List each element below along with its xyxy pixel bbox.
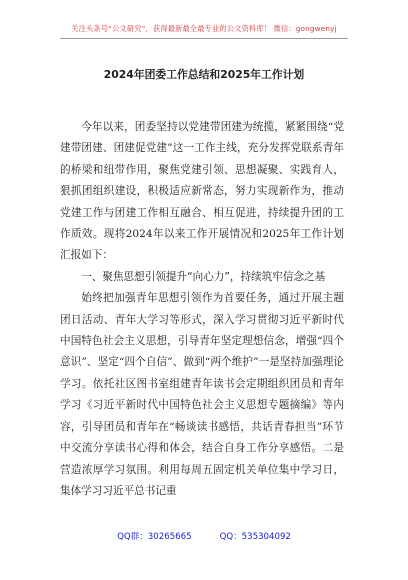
qq-number: QQ：535304092 xyxy=(219,532,291,542)
document-body xyxy=(60,117,344,502)
section-1-paragraph: 始终把加强青年思想引领作为首要任务，通过开展主题团日活动、青年大学习等形式，深入学习贯彻习近平新时代中国特色社会主义思想，引导青年坚定理想信念，增强“四个意识”、坚定“四个自信”、做到“两个维护”一是坚持加强理论学习。依托社区图书室组建青年读书会定期组织团员和青年学习《习近平新时代中国特色社会主义思想专题摘编》等内容，引导团员和青年在“畅谈读书感悟，共话青春担当”环节中交流分享读书心得和体会，结合自身工作分享感悟。二是营造浓厚学习氛围。利用每周五固定机关单位集中学习日，集体学习习近平总书记重 xyxy=(60,292,344,497)
header-banner: 关注头条号“公文研究”，获得最新最全最专业的公文资料库！ 微信：gongwenyj xyxy=(71,24,337,33)
qq-group-number: QQ群：30265665 xyxy=(117,532,192,542)
document-title: 2024年团委工作总结和2025年工作计划 xyxy=(103,68,305,81)
intro-paragraph: 今年以来，团委坚持以党建带团建为统揽，紧紧围绕“党建带团建、团建促党建”这一工作主线，充分发挥党联系青年的桥梁和纽带作用，聚焦党建引领、思想凝聚、实践育人，狠抓团组织建设，积极适应新常态，努力实现新作为，推动党建工作与团建工作相互融合、相互促进，持续提升团的工作质效。现将2024年以来工作开展情况和2025年工作计划汇报如下： xyxy=(60,121,344,262)
section-heading-1: 一、聚焦思想引领提升“向心力”，持续筑牢信念之基 xyxy=(81,270,326,283)
header-divider xyxy=(60,38,348,39)
footer-contact xyxy=(0,530,408,542)
